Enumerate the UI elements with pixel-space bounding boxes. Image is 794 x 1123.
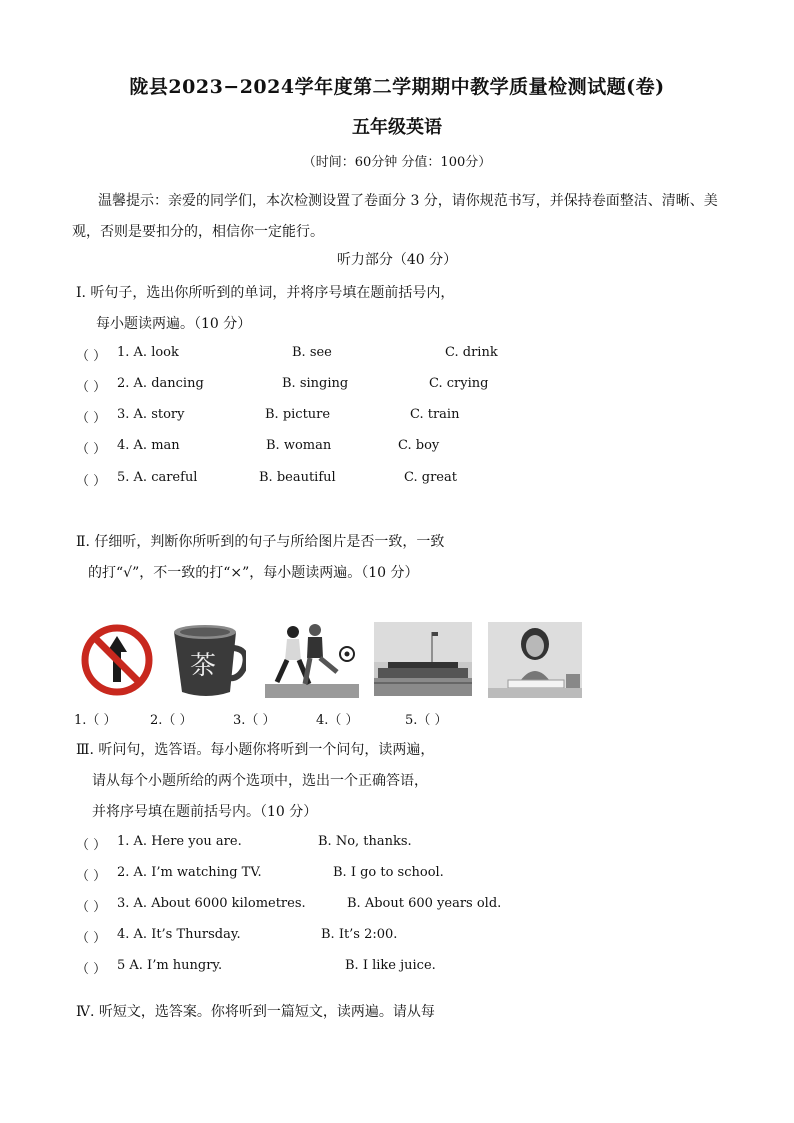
answer-bracket[interactable]: （ ） xyxy=(76,442,107,457)
part3-instruction-3: 并将序号填在题前括号内。（10 分） xyxy=(92,804,318,820)
option-a: 5. A. careful xyxy=(117,470,198,485)
option-b: B. see xyxy=(292,345,332,360)
option-a: 2. A. I’m watching TV. xyxy=(117,865,262,880)
answer-bracket[interactable]: （ ） xyxy=(76,962,107,977)
answer-bracket[interactable]: （ ） xyxy=(76,380,107,395)
option-c: C. crying xyxy=(429,376,489,391)
option-b: B. I like juice. xyxy=(345,958,436,973)
part2-instruction-1: Ⅱ. 仔细听，判断你所听到的句子与所给图片是否一致，一致 xyxy=(76,534,445,550)
picture-answer-1[interactable]: 1.（ ） xyxy=(74,713,117,728)
option-b: B. picture xyxy=(265,407,331,422)
option-a: 2. A. dancing xyxy=(117,376,204,391)
time-info: （时间：60分钟 分值：100分） xyxy=(302,155,492,170)
option-c: C. train xyxy=(410,407,460,422)
tea-char: 茶 xyxy=(189,651,217,681)
option-b: B. It’s 2:00. xyxy=(321,927,398,942)
part3-instruction-1: Ⅲ. 听问句，选答语。每小题你将听到一个问句，读两遍， xyxy=(76,742,435,758)
option-b: B. About 600 years old. xyxy=(347,896,502,911)
picture-answer-2[interactable]: 2.（ ） xyxy=(150,713,193,728)
option-a: 4. A. man xyxy=(117,438,180,453)
picture-answer-3[interactable]: 3.（ ） xyxy=(233,713,276,728)
listening-header: 听力部分（40 分） xyxy=(336,252,458,268)
picture-answer-5[interactable]: 5.（ ） xyxy=(405,713,448,728)
picture-answer-4[interactable]: 4.（ ） xyxy=(316,713,359,728)
girl-reading-icon xyxy=(488,622,582,698)
option-b: B. woman xyxy=(266,438,332,453)
tip-text: 温馨提示：亲爱的同学们，本次检测设置了卷面分 3 分，请你规范书写，并保持卷面整洁、清晰、美观，否则是要扣分的，相信你一定能行。 xyxy=(72,193,718,240)
part2-instruction-2: 的打“√”，不一致的打“×”，每小题读两遍。（10 分） xyxy=(88,565,419,581)
answer-bracket[interactable]: （ ） xyxy=(76,349,107,364)
option-c: C. great xyxy=(404,470,457,485)
football-players-icon xyxy=(265,622,359,698)
answer-bracket[interactable]: （ ） xyxy=(76,411,107,426)
option-b: B. I go to school. xyxy=(333,865,444,880)
option-a: 4. A. It’s Thursday. xyxy=(117,927,241,942)
option-a: 1. A. look xyxy=(117,345,179,360)
option-a: 3. A. About 6000 kilometres. xyxy=(117,896,306,911)
page-subtitle: 五年级英语 xyxy=(352,117,442,138)
answer-bracket[interactable]: （ ） xyxy=(76,869,107,884)
answer-bracket[interactable]: （ ） xyxy=(76,900,107,915)
answer-bracket[interactable]: （ ） xyxy=(76,838,107,853)
part1-instruction-2: 每小题读两遍。（10 分） xyxy=(96,316,252,332)
no-straight-sign-icon xyxy=(79,622,155,698)
part3-instruction-2: 请从每个小题所给的两个选项中，选出一个正确答语， xyxy=(92,773,428,789)
page-title: 陇县2023−2024学年度第二学期期中教学质量检测试题(卷) xyxy=(129,76,665,98)
part4-instruction-1: Ⅳ. 听短文，选答案。你将听到一篇短文，读两遍。请从每 xyxy=(76,1004,435,1020)
option-b: B. beautiful xyxy=(259,470,336,485)
option-c: C. boy xyxy=(398,438,440,453)
answer-bracket[interactable]: （ ） xyxy=(76,474,107,489)
answer-bracket[interactable]: （ ） xyxy=(76,931,107,946)
option-a: 1. A. Here you are. xyxy=(117,834,242,849)
picture-row xyxy=(76,622,596,702)
tiananmen-icon xyxy=(374,622,472,696)
option-b: B. No, thanks. xyxy=(318,834,412,849)
option-c: C. drink xyxy=(445,345,498,360)
option-a: 5 A. I’m hungry. xyxy=(117,958,223,973)
part1-instruction-1: Ⅰ. 听句子，选出你所听到的单词，并将序号填在题前括号内， xyxy=(76,285,455,301)
tea-cup-icon xyxy=(170,622,246,700)
option-a: 3. A. story xyxy=(117,407,185,422)
option-b: B. singing xyxy=(282,376,349,391)
